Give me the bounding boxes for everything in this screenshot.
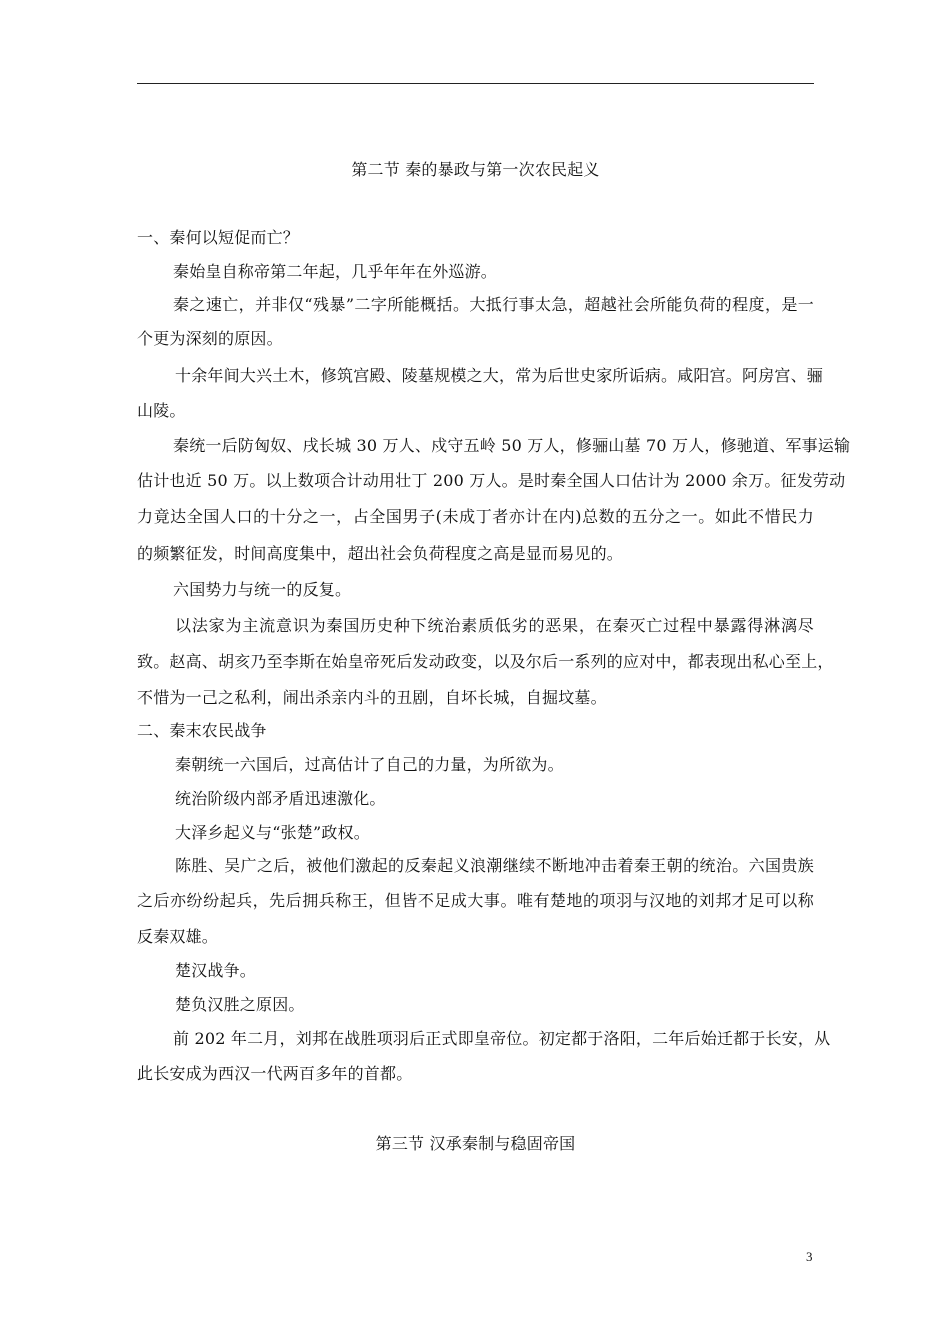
- paragraph-line: 的频繁征发，时间高度集中，超出社会负荷程度之高是显而易见的。: [137, 544, 624, 563]
- section-title: 第二节 秦的暴政与第一次农民起义: [351, 160, 600, 179]
- paragraph-line: 统治阶级内部矛盾迅速激化。: [175, 789, 386, 808]
- paragraph-line: 以法家为主流意识为秦国历史种下统治素质低劣的恶果，在秦灭亡过程中暴露得淋漓尽: [175, 616, 814, 635]
- page-number: 3: [806, 1249, 813, 1264]
- paragraph-line: 楚负汉胜之原因。: [175, 995, 305, 1014]
- paragraph-line: 反秦双雄。: [137, 927, 219, 946]
- paragraph-line: 秦朝统一六国后，过高估计了自己的力量，为所欲为。: [175, 755, 564, 774]
- paragraph-line: 大泽乡起义与“张楚”政权。: [175, 823, 370, 842]
- paragraph-line: 此长安成为西汉一代两百多年的首都。: [137, 1064, 413, 1083]
- header-rule: [137, 83, 814, 84]
- paragraph-line: 六国势力与统一的反复。: [173, 580, 352, 599]
- paragraph-line: 个更为深刻的原因。: [137, 329, 283, 348]
- paragraph-line: 不惜为一己之私利，闹出杀亲内斗的丑剧，自坏长城，自掘坟墓。: [137, 688, 607, 707]
- part-heading: 二、秦末农民战争: [137, 721, 267, 740]
- paragraph-line: 秦统一后防匈奴、戌长城 30 万人、戍守五岭 50 万人，修骊山墓 70 万人，修驰道、军事运输: [173, 436, 851, 455]
- section-title: 第三节 汉承秦制与稳固帝国: [375, 1134, 576, 1153]
- part-heading: 一、秦何以短促而亡？: [137, 228, 300, 247]
- paragraph-line: 前 202 年二月，刘邦在战胜项羽后正式即皇帝位。初定都于洛阳，二年后始迁都于长安，从: [173, 1029, 831, 1048]
- paragraph-line: 山陵。: [137, 401, 186, 420]
- paragraph-line: 之后亦纷纷起兵，先后拥兵称王，但皆不足成大事。唯有楚地的项羽与汉地的刘邦才足可以称: [137, 891, 814, 910]
- paragraph-line: 十余年间大兴土木，修筑宫殿、陵墓规模之大，常为后世史家所诟病。咸阳宫。阿房宫、骊: [175, 366, 824, 385]
- paragraph-line: 估计也近 50 万。以上数项合计动用壮丁 200 万人。是时秦全国人口估计为 2000 余万。征发劳动: [137, 471, 846, 490]
- paragraph-line: 致。赵高、胡亥乃至李斯在始皇帝死后发动政变，以及尔后一系列的应对中，都表现出私心至上，: [137, 652, 834, 671]
- paragraph-line: 秦始皇自称帝第二年起，几乎年年在外巡游。: [173, 262, 498, 281]
- paragraph-line: 秦之速亡，并非仅“残暴”二字所能概括。大抵行事太急，超越社会所能负荷的程度，是一: [173, 295, 814, 314]
- paragraph-line: 陈胜、吴广之后，被他们激起的反秦起义浪潮继续不断地冲击着秦王朝的统治。六国贵族: [175, 856, 814, 875]
- paragraph-line: 楚汉战争。: [175, 961, 257, 980]
- paragraph-line: 力竟达全国人口的十分之一，占全国男子(未成丁者亦计在内)总数的五分之一。如此不惜民力: [137, 507, 814, 526]
